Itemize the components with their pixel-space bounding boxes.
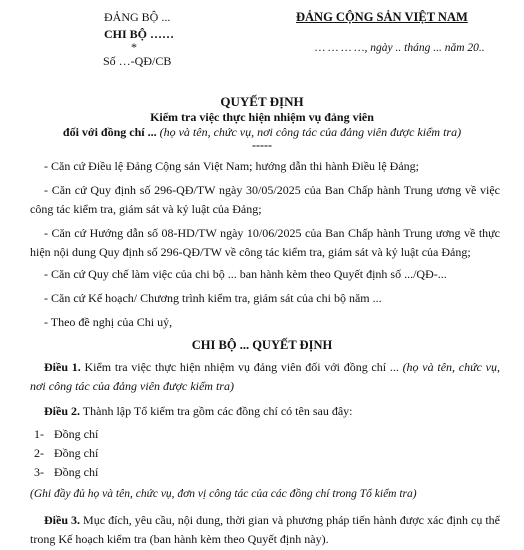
title-line-1: Kiểm tra việc thực hiện nhiệm vụ đảng viên	[150, 110, 374, 124]
chi-bo-label: CHI BỘ ……	[104, 27, 175, 41]
member-1-label: Đồng chí	[54, 427, 99, 441]
basis-2: - Căn cứ Quy định số 296-QĐ/TW ngày 30/05/2025 của Ban Chấp hành Trung ương về việc công tác kiểm tra, giám sát và kỷ luật của Đảng;	[30, 183, 500, 216]
member-2-num: 2-	[34, 446, 44, 460]
member-2-label: Đồng chí	[54, 446, 99, 460]
article-2	[30, 402, 500, 421]
basis-6: - Theo đề nghị của Chi uỷ,	[44, 315, 173, 329]
members-note: (Ghi đầy đủ họ và tên, chức vụ, đơn vị công tác của các đồng chí trong Tổ kiểm tra)	[30, 488, 417, 500]
article-1-text: Kiểm tra việc thực hiện nhiệm vụ đảng viên đối với đồng chí ...	[80, 360, 403, 374]
dang-bo-label: ĐẢNG BỘ ...	[104, 10, 171, 24]
article-2-label: Điều 2.	[44, 404, 80, 418]
title-line-2-bold: đối với đồng chí ...	[62, 125, 160, 139]
basis-5: - Căn cứ Kế hoạch/ Chương trình kiểm tra, giám sát của chi bộ năm ...	[44, 291, 382, 305]
title-line-2-italic: (họ và tên, chức vụ, nơi công tác của đảng viên được kiểm tra)	[159, 125, 462, 139]
member-1-num: 1-	[34, 427, 44, 441]
document-title: QUYẾT ĐỊNH	[220, 94, 304, 109]
member-3-num: 3-	[34, 465, 44, 479]
place-date: … … … …, ngày .. tháng ... năm 20..	[315, 42, 485, 54]
basis-3: - Căn cứ Hướng dẫn số 08-HD/TW ngày 10/06/2025 của Ban Chấp hành Trung ương về thực hiện nội dung Quy định số 296-QĐ/TW về công tác kiểm tra, giám sát và kỷ luật của Đảng;	[30, 226, 500, 259]
basis-4: - Căn cứ Quy chế làm việc của chi bộ ... ban hành kèm theo Quyết định số .../QĐ-...	[44, 267, 447, 281]
title-divider: -----	[252, 138, 272, 152]
member-3	[34, 465, 98, 480]
article-2-text: Thành lập Tổ kiểm tra gồm các đồng chí có tên sau đây:	[80, 404, 353, 418]
article-1-label: Điều 1.	[44, 360, 81, 374]
decision-number: Số …-QĐ/CB	[103, 54, 172, 68]
decision-heading: CHI BỘ ... QUYẾT ĐỊNH	[191, 338, 333, 352]
member-2	[34, 446, 98, 461]
article-3	[30, 511, 500, 549]
article-3-text: Mục đích, yêu cầu, nội dung, thời gian và phương pháp tiến hành được xác định cụ thể trong Kế hoạch kiểm tra (ban hành kèm theo Quyết định này).	[30, 513, 500, 546]
member-3-label: Đồng chí	[54, 465, 99, 479]
article-3-label: Điều 3.	[44, 513, 81, 527]
basis-1: - Căn cứ Điều lệ Đảng Cộng sản Việt Nam; hướng dẫn thi hành Điều lệ Đảng;	[44, 159, 419, 173]
star-mark: *	[131, 40, 137, 54]
article-1-italic: (họ và tên, chức vụ, nơi công tác của đảng viên được kiểm tra)	[30, 360, 501, 393]
party-name: ĐẢNG CỘNG SẢN VIỆT NAM	[296, 10, 468, 24]
article-1	[30, 358, 500, 396]
member-1	[34, 427, 98, 442]
